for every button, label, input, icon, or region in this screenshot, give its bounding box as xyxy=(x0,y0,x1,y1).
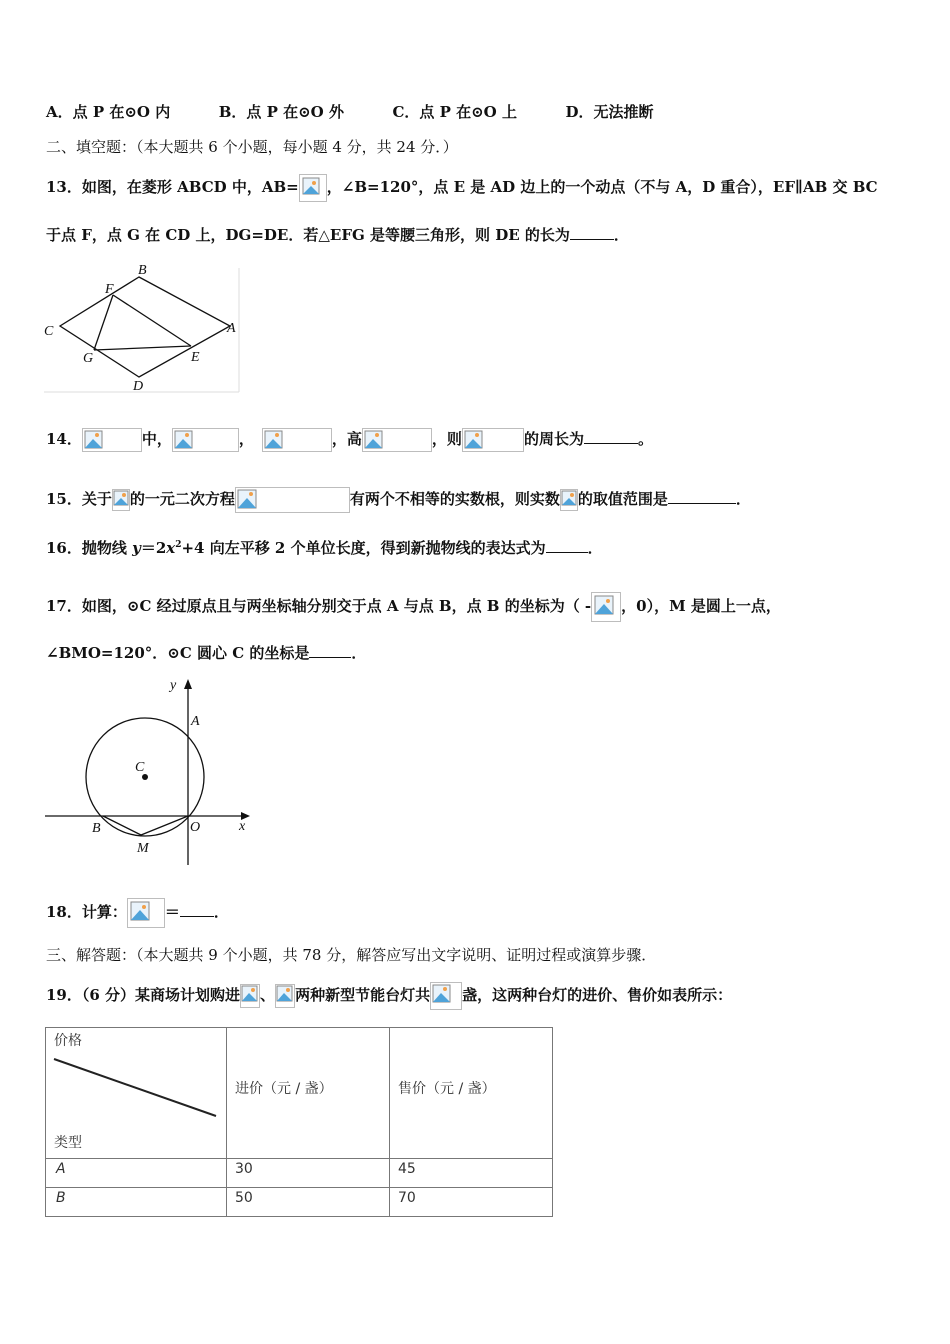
image-placeholder-icon xyxy=(127,898,165,928)
answer-blank[interactable] xyxy=(309,643,351,658)
segment-fe xyxy=(113,295,191,346)
label-a: A xyxy=(227,321,236,336)
answer-blank[interactable] xyxy=(570,225,614,240)
image-placeholder-icon xyxy=(240,984,260,1008)
image-placeholder-icon xyxy=(82,428,142,452)
image-placeholder-icon xyxy=(112,489,130,511)
q17-line-1: 17．如图，⊙C 经过原点且与两坐标轴分别交于点 A 与点 B，点 B 的坐标为（ - ，0），M 是圆上一点， xyxy=(46,592,781,622)
label-a: A xyxy=(191,714,200,729)
corner-bottom-label: 类型 xyxy=(54,1135,82,1151)
q16-line: 16．抛物线 $y=2x^2+4$ 向左平移 2 个单位长度，得到新抛物线的表达式为 ． xyxy=(46,539,603,557)
option-d: D．无法推断 xyxy=(565,103,654,121)
option-c: C．点 P 在⊙O 上 xyxy=(392,103,517,121)
q19-line: 19．（6 分）某商场计划购进 、 两种新型节能台灯共 盏，这两种台灯的进价、售价如表所示： xyxy=(46,982,732,1010)
header-sell-price: 售价（元 / 盏） xyxy=(390,1028,553,1159)
answer-blank[interactable] xyxy=(180,902,214,917)
image-placeholder-icon xyxy=(591,592,621,622)
price-table xyxy=(45,1027,553,1217)
answer-blank[interactable] xyxy=(584,429,638,444)
table-row: B 50 70 xyxy=(46,1188,553,1217)
option-a: A．点 P 在⊙O 内 xyxy=(46,103,171,121)
q18-line: 18．计算： ＝ ． xyxy=(46,898,229,928)
q15-line: 15．关于 的一元二次方程 有两个不相等的实数根，则实数 的取值范围是 ． xyxy=(46,487,751,513)
image-placeholder-icon xyxy=(362,428,432,452)
option-b: B．点 P 在⊙O 外 xyxy=(218,103,344,121)
section-3-heading: 三、解答题：（本大题共 9 个小题，共 78 分，解答应写出文字说明、证明过程或演算步骤． xyxy=(46,946,657,964)
label-o: O xyxy=(190,820,201,835)
label-d: D xyxy=(133,379,144,394)
label-b: B xyxy=(138,263,147,278)
table-row: A 30 45 xyxy=(46,1159,553,1188)
image-placeholder-icon xyxy=(235,487,350,513)
answer-blank[interactable] xyxy=(546,538,588,553)
label-m: M xyxy=(137,841,149,856)
circle-figure xyxy=(40,673,255,868)
section-2-heading: 二、填空题：（本大题共 6 个小题，每小题 4 分，共 24 分．） xyxy=(46,138,458,156)
y-axis-arrow-icon xyxy=(184,679,192,689)
label-e: E xyxy=(191,350,200,365)
image-placeholder-icon xyxy=(560,489,578,511)
image-placeholder-icon xyxy=(430,982,462,1010)
label-f: F xyxy=(105,282,114,297)
q13-line-2: 于点 F，点 G 在 CD 上，DG=DE．若△EFG 是等腰三角形，则 DE 的长为 ． xyxy=(46,226,629,244)
segment-ge xyxy=(94,346,191,350)
image-placeholder-icon xyxy=(462,428,524,452)
q17-line-2: ∠BMO=120°．⊙C 圆心 C 的坐标是 ． xyxy=(46,644,367,662)
q14-line: 14． 中， ， ，高 ，则 的周长为 。 xyxy=(46,428,653,452)
label-c: C xyxy=(135,760,145,775)
label-g: G xyxy=(83,351,94,366)
label-y: y xyxy=(170,678,177,693)
corner-top-label: 价格 xyxy=(54,1033,82,1049)
image-placeholder-icon xyxy=(172,428,239,452)
label-b: B xyxy=(92,821,101,836)
q13-line-1: 13．如图，在菱形 ABCD 中，AB= ，∠B=120°，点 E 是 AD 边上的一个动点（不与 A，D 重合），EF∥AB 交 BC xyxy=(46,174,878,202)
label-c: C xyxy=(44,324,54,339)
answer-blank[interactable] xyxy=(668,489,736,504)
q12-options xyxy=(46,102,653,122)
rhombus-figure xyxy=(40,258,245,398)
label-x: x xyxy=(239,819,246,834)
header-buy-price: 进价（元 / 盏） xyxy=(227,1028,390,1159)
image-placeholder-icon xyxy=(299,174,327,202)
table-header-row xyxy=(46,1028,553,1159)
segments-bm-mo xyxy=(103,816,188,835)
image-placeholder-icon xyxy=(262,428,332,452)
image-placeholder-icon xyxy=(275,984,295,1008)
corner-cell xyxy=(46,1028,227,1159)
